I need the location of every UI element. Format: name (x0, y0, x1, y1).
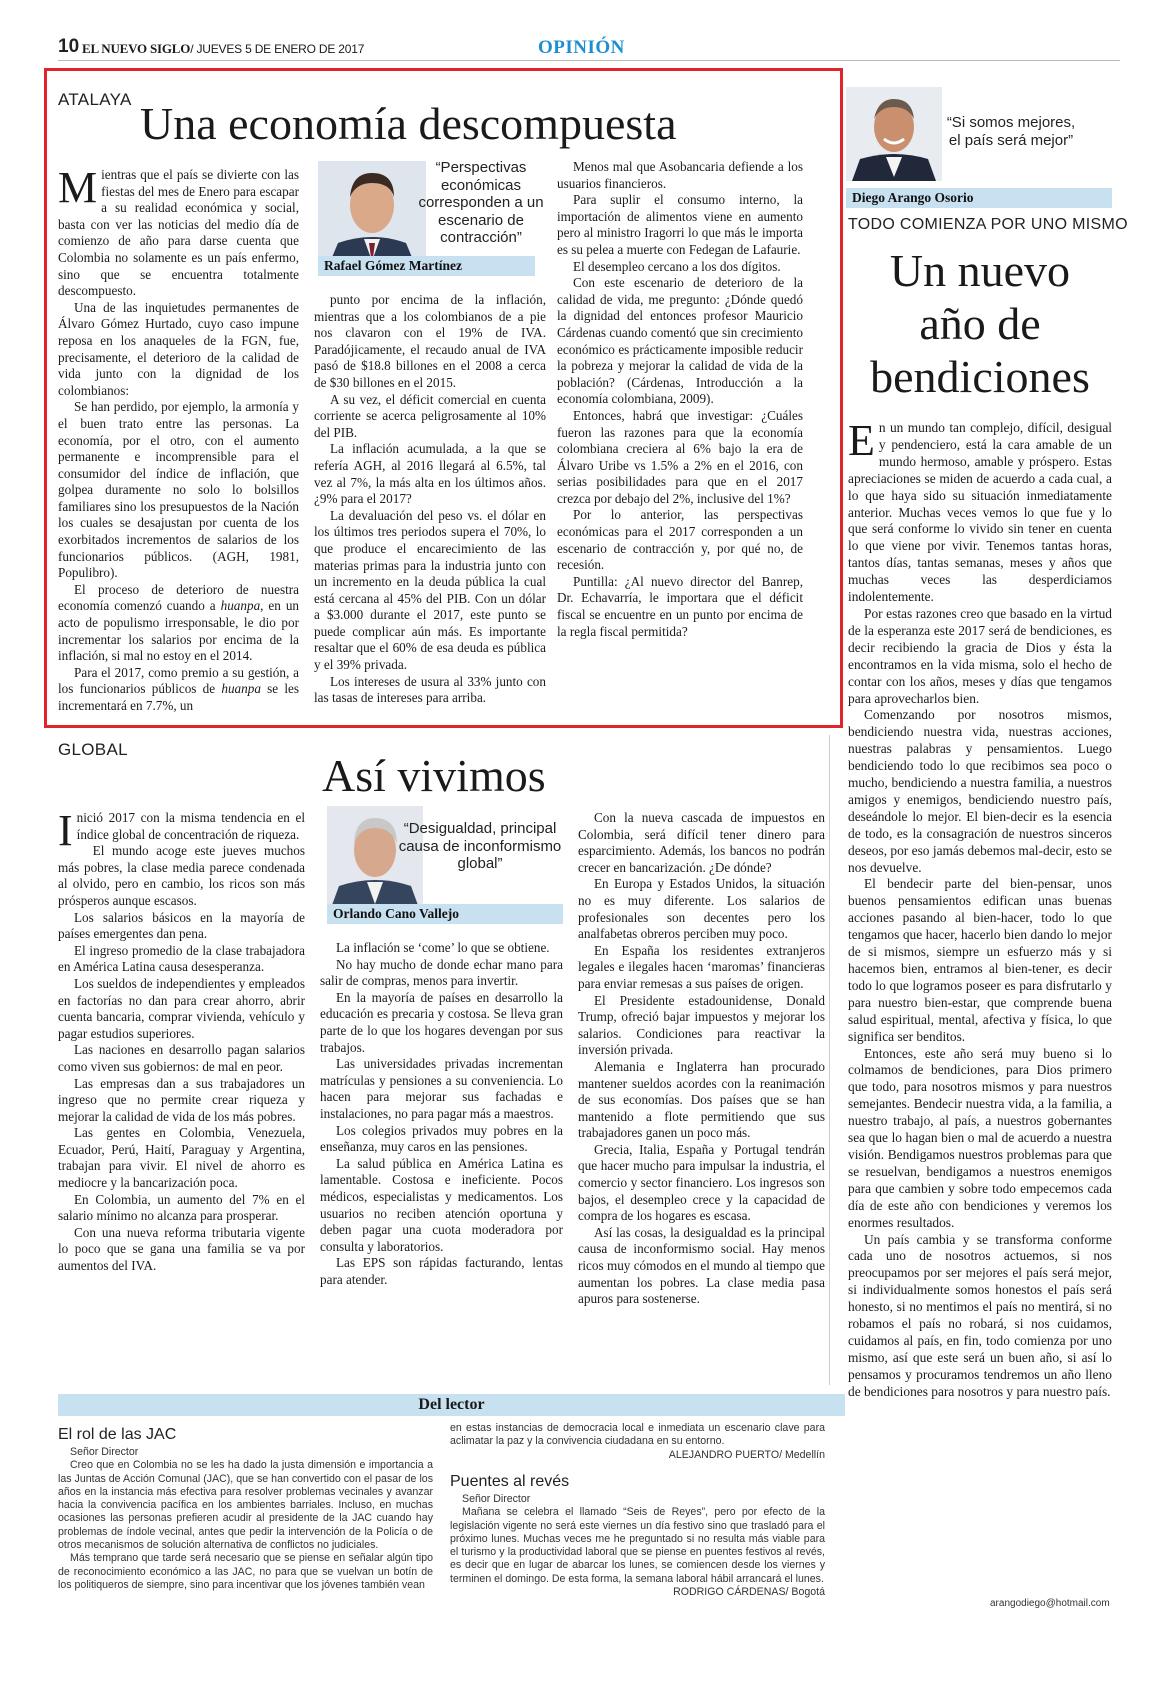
headline-line: Un nuevo (889, 245, 1071, 296)
paragraph: En Colombia, un aumento del 7% en el salario mínimo no alcanza para prosperar. (58, 1191, 305, 1224)
atalaya-column-3 (557, 159, 803, 640)
paragraph: A su vez, el déficit comercial en cuenta corriente se acerca peligrosamente al 10% del PIB. (314, 391, 546, 440)
letter-paragraph: Mañana se celebra el llamado “Seis de Reyes”, pero por efecto de la legislación vigente no será este viernes un día festivo sino que trasladó para el próximo lunes. Muchas veces me he preguntado si no resulta más viable para el turismo y la productividad laboral que se piense en puentes festivos al revés, es decir que en lugar de abarcar los lunes, se comiencen desde los viernes y terminen el domingo. De esta forma, la semana laboral hábil arrancará el lunes. (450, 1506, 825, 1585)
paragraph: punto por encima de la inflación, mientras que a los colombianos de a pie nos clavaron con el 19% de IVA. Paradójicamente, el recaudo anual de IVA pasó de $18.8 billones en el 2008 a cerca de $30 billones en el 2015. (314, 292, 546, 390)
dropcap: M (58, 163, 98, 212)
paragraph: Comenzando por nosotros mismos, bendiciendo nuestra vida, nuestras acciones, nuestras palabras y pensamientos. Luego bendiciendo todo lo que recibimos sea poco o mucho, bendiciendo a nuestra familia, a nuestros amigos y enemigos, bendiciendo nuestro país, deseándole lo mejor. El bien-decir es la esencia de todo, es la consagración de nuestros sinceros deseos, por eso jamás debemos mal-decir, esto se nos devuelve. (848, 707, 1112, 875)
headline-line: bendiciones (870, 351, 1090, 402)
letter-paragraph: Más temprano que tarde será necesario que se piense en señalar algún tipo de reconocimiento económico a las JAC, no para que se vuelvan un botín de los politiqueros de siempre, sino para incentivar que los jóvenes también vean (58, 1552, 433, 1591)
global-column-1 (58, 806, 305, 1275)
letter-paragraph: Creo que en Colombia no se les ha dado la justa dimensión e importancia a las Juntas de Acción Comunal (JAC), que se han convertido con el pasar de los años en la instancia más efectiva para resolver problemas vecinales y avanzar hacia la convivencia pacífica en los ambientes barriales. Incluso, en muchas ocasiones las personas prefieren acudir al presidente de la JAC cuando hay problemas de índole vecinal, antes que pedir la intervención de la Policía o de otros mecanismos de solución alternativa de conflictos no judiciales. (58, 1459, 433, 1552)
paragraph: Los salarios básicos en la mayoría de países emergentes dan pena. (58, 909, 305, 942)
section-title: OPINIÓN (538, 37, 625, 58)
paragraph-text: nició 2017 con la misma tendencia en el índice global de concentración de riqueza. (76, 810, 305, 842)
paragraph: Con este escenario de deterioro de la calidad de vida, me pregunto: ¿Dónde quedó la dignidad del entonces profesor Mauricio Cárdenas cuando comentó que sin crecimiento económico es prácticamente imposible reducir la pobreza y mejorar la calidad de vida de la población? (Cárdenas, Introducción a la economía colombiana, 2009). (557, 275, 803, 407)
paragraph: La salud pública en América Latina es lamentable. Costosa e ineficiente. Pocos médicos, especialistas y medicamentos. Los usuarios no reciben atención oportuna y deben pagar una cuota moderadora por consulta y laboratorios. (320, 1155, 563, 1254)
paragraph: Entonces, este año será muy bueno si lo colmamos de bendiciones, para Dios primero que todo, para nosotros mismos y para nuestros semejantes. Bendecir nuestra vida, a la familia, a nuestro trabajo, al país, a nuestros gobernantes sea que lo hagan bien o mal de acuerdo a nuestra visión. Bendigamos nuestros problemas para que se resuelvan, bendigamos a nuestros enemigos para que cambien y sobre todo empecemos cada día de este año con bendiciones y veremos los enormes resultados. (848, 1045, 1112, 1230)
letter-salutation: Señor Director (70, 1446, 139, 1458)
paragraph: Por lo anterior, las perspectivas económicas para el 2017 corresponden a un escenario de contracción y, por qué no, de recesión. (557, 507, 803, 573)
right-headline (848, 244, 1112, 403)
pull-quote: “Perspectivas económicas corresponden a un escenario de contracción” (418, 159, 544, 246)
right-kicker: TODO COMIENZA POR UNO MISMO (848, 216, 1128, 233)
letter-puentes (450, 1472, 825, 1599)
header-rule (58, 60, 1120, 61)
headline-line: año de (919, 298, 1041, 349)
letter-signature: ALEJANDRO PUERTO/ Medellín (668, 1448, 825, 1461)
newspaper-name: EL NUEVO SIGLO (82, 41, 191, 56)
global-headline: Así vivimos (322, 750, 546, 801)
paragraph: Las naciones en desarrollo pagan salarios como viven sus gobiernos: de mal en peor. (58, 1042, 305, 1074)
paragraph: Un país cambia y se transforma conforme cada uno de nosotros actuemos, si nos preocupamos por ser mejores el país será mejor, si individualmente somos honestos el país será honesto, si no mentimos el país no mentirá, si no robamos el país no robará, si nos cuidamos, cuidamos al país, en fin, todo comienza por uno mismo, así que este será un buen año, si así lo pensamos y procuramos tendremos un año lleno de bendiciones para nosotros y para nuestro país. (848, 1231, 1112, 1399)
paragraph: El proceso de deterioro de nuestra economía comenzó cuando a huanpa, en un acto de populismo irresponsable, le dio por incrementar los salarios por encima de la inflación, si mal no estoy en el 2014. (58, 581, 300, 664)
global-column-2 (320, 940, 563, 1288)
column-divider (829, 735, 830, 1385)
paragraph: Para el 2017, como premio a su gestión, a los funcionarios públicos de huanpa se les incrementará en 7.7%, un (58, 664, 299, 713)
paragraph: Alemania e Inglaterra han procurado mantener sueldos acordes con la reanimación de sus economías. Dos países que se han mantenido a flote permitiendo que sus trabajadores ganen un poco más. (578, 1058, 825, 1141)
paragraph: Los sueldos de independientes y empleados en factorías no dan para crear ahorro, abrir cuenta bancaria, comprar vivienda, vehículo y pagar estudios superiores. (58, 975, 305, 1041)
author-byline: Orlando Cano Vallejo (327, 904, 563, 924)
pull-quote: “Si somos mejores, el país será mejor” (946, 114, 1076, 149)
paragraph: El desempleo cercano a los dos dígitos. (573, 258, 781, 274)
paragraph: La devaluación del peso vs. el dólar en los últimos tres periodos supera el 70%, lo que produce el encarecimiento de las materias primas para la industria junto con un incremento en la deuda pública la cual está cercana al 45% del PIB. Con un dólar a $3.000 durante el 2017, este punto se puede complicar aún más. Es importante resaltar que el 60% de esa deuda es pública y el 39% privada. (314, 507, 546, 673)
paragraph: El Presidente estadounidense, Donald Trump, ofreció bajar impuestos y mejorar los salarios. Condiciones para reactivar la inversión privada. (578, 992, 825, 1058)
paragraph: Una de las inquietudes permanentes de Álvaro Gómez Hurtado, cuyo caso impune reposa en los anaqueles de la FGN, fue, precisamente, el deterioro de la calidad de vida junto con la dignidad de los colombianos: (58, 299, 299, 398)
author-photo (846, 87, 942, 181)
page-header (58, 38, 1118, 62)
letter-signature: RODRIGO CÁRDENAS/ Bogotá (673, 1586, 825, 1599)
letter-jac-continuation (450, 1422, 825, 1462)
paragraph: El ingreso promedio de la clase trabajadora en América Latina causa desesperanza. (58, 942, 305, 975)
paragraph-text: ientras que el país se divierte con las fiestas del mes de Enero para escapar a su realidad económica y social, basta con ver las noticias del medio día de comienzo de año para darse cuenta que Colombia no solamente es un país enfermo, sino que se encuentra totalmente descompuesto. (58, 167, 299, 299)
pull-quote: “Desigualdad, principal causa de inconformismo global” (398, 820, 562, 872)
paragraph: Puntilla: ¿Al nuevo director del Banrep, Dr. Echavarría, le importara que el déficit fiscal se encuentre en un punto por encima de la regla fiscal permitida? (557, 573, 803, 639)
atalaya-kicker: ATALAYA (58, 90, 132, 109)
letter-title: El rol de las JAC (58, 1426, 177, 1443)
paragraph-text: n un mundo tan complejo, difícil, desigual y pendenciero, está la cara amable de un mundo hermoso, amable y próspero. Estas apreciaciones se miden de acuerdo a cada cual, a lo que haya sido su situación inmediatamente anterior. Muchas veces vemos lo que fue y lo que será conforme lo vivido sin tener en cuenta lo que viene por vivir. Tenemos tantas horas, tantos días, tantas semanas, meses y años que muchas veces las desperdiciamos indolentemente. (848, 420, 1112, 605)
right-column (848, 416, 1112, 1401)
author-byline: Rafael Gómez Martínez (318, 256, 535, 276)
paragraph: En Europa y Estados Unidos, la situación no es muy diferente. Los salarios de profesionales son decentes pero los analfabetas obreros perciben muy poco. (578, 876, 825, 942)
paragraph: La inflación se ‘come’ lo que se obtiene. (336, 940, 550, 955)
paragraph: Las universidades privadas incrementan matrículas y pensiones a su conveniencia. Lo hacen para mejorar sus fachadas e instalaciones, no para pagar más a maestros. (320, 1056, 563, 1121)
atalaya-column-2 (314, 292, 546, 707)
paragraph: En España los residentes extranjeros legales e ilegales hacen ‘maromas’ financieras para enviar remesas a sus países de origen. (578, 942, 825, 991)
paragraph: Grecia, Italia, España y Portugal tendrán que hacer mucho para impulsar la industria, el comercio y sector financiero. Los ingresos son bajos, el desempleo crece y la capacidad de compra de los hogares es escasa. (578, 1141, 825, 1224)
letter-title: Puentes al revés (450, 1473, 570, 1490)
paragraph: Así las cosas, la desigualdad es la principal causa de inconformismo social. Hay menos ricos muy cómodos en el mundo al tiempo que aumentan los pobres. La clase media pasa apuros para sostenerse. (578, 1224, 825, 1307)
paragraph: Las gentes en Colombia, Venezuela, Ecuador, Perú, Haití, Paraguay y Argentina, trabajan para vivir. El nivel de ahorro es mediocre y la bancarización poca. (58, 1125, 305, 1191)
paragraph: Entonces, habrá que investigar: ¿Cuáles fueron las razones para que la economía colombiana creciera al 6% bajo la era de Álvaro Uribe vs 1.5% a 2% en el 2016, con serias posibilidades para que en el 2017 crezca por debajo del 2%, inclusive del 1%? (557, 407, 803, 506)
paragraph: La inflación acumulada, a la que se refería AGH, al 2016 llegará al 6.5%, tal vez al 7%, la más alta en los últimos años. ¿9% para el 2017? (314, 441, 546, 507)
paragraph: En la mayoría de países en desarrollo la educación es precaria y costosa. Se lleva gran parte de lo que los hogares devengan por sus trabajos. (320, 989, 563, 1055)
letter-salutation: Señor Director (462, 1493, 531, 1505)
global-kicker: GLOBAL (58, 740, 128, 759)
paragraph: Se han perdido, por ejemplo, la armonía y el buen trato entre las personas. La economía, por el otro, con el aumento permanente e incomprensible para el consumidor del índice de inflación, que golpea duramente no solo lo bolsillos familiares sino los presupuestos de la Nación los cuales se desajustan por cuenta de los exorbitados incrementos de salarios de los funcionarios públicos. (AGH, 1981, Populibro). (58, 399, 299, 581)
author-email: arangodiego@hotmail.com (990, 1598, 1110, 1609)
paragraph: Los colegios privados muy pobres en la enseñanza, muy caros en las pensiones. (320, 1122, 563, 1155)
page-number: 10 (58, 36, 80, 57)
paragraph: Las EPS son rápidas facturando, lentas para atender. (320, 1255, 563, 1287)
dropcap: E (848, 416, 875, 465)
dropcap: I (58, 806, 73, 855)
atalaya-column-1 (58, 163, 300, 715)
paragraph: No hay mucho de donde echar mano para salir de compras, menos para invertir. (320, 956, 563, 989)
paragraph: Para suplir el consumo interno, la importación de alimentos viene en aumento pero al ministro Iragorri lo que más le importa es su pelea a muerte con Fedegan de Lafaurie. (557, 192, 803, 257)
paragraph: Los intereses de usura al 33% junto con las tasas de intereses para arriba. (314, 673, 546, 706)
issue-date: / JUEVES 5 DE ENERO DE 2017 (190, 42, 365, 56)
letter-paragraph: en estas instancias de democracia local e inmediata un escenario clave para aclimatar la paz y la convivencia ciudadana en su entorno. (450, 1422, 825, 1448)
paragraph: Con una nueva reforma tributaria vigente lo poco que se gana una familia se va por aumentos del IVA. (58, 1224, 305, 1274)
paragraph: El mundo acoge este jueves muchos más pobres, la clase media parece condenada al olvido, pero en cambio, los ricos son más prósperos aunque escasos. (58, 843, 305, 908)
paragraph: Con la nueva cascada de impuestos en Colombia, será difícil tener dinero para esparcimiento. Además, los bancos no podrán crecer en bancarización. ¿De dónde? (578, 810, 825, 875)
global-column-3 (578, 810, 825, 1308)
author-byline: Diego Arango Osorio (846, 188, 1112, 208)
paragraph: Las empresas dan a sus trabajadores un ingreso que no permite crear riqueza y mejorar la calidad de vida de los más pobres. (58, 1075, 305, 1124)
letters-section-bar: Del lector (58, 1394, 845, 1416)
paragraph: El bendecir parte del bien-pensar, unos buenos pensamientos edifican unas buenas acciones pasando al bien-hacer, todo lo que tengamos que hacer, hacerlo bien dando lo mejor de si mismos, siempre un esfuerzo más y si hacemos bien, entramos al bien-tener, es decir todo lo que logramos poseer es para disfrutarlo y para nuestro bien-estar, que comprende buena salud espiritual, mental, afectiva y física, lo que significa ser benditos. (848, 876, 1112, 1044)
paragraph: Menos mal que Asobancaria defiende a los usuarios financieros. (557, 159, 803, 191)
portrait-icon (846, 87, 942, 181)
masthead (82, 41, 364, 57)
letter-jac (58, 1425, 433, 1592)
atalaya-headline: Una economía descompuesta (140, 98, 677, 149)
paragraph: Por estas razones creo que basado en la virtud de la esperanza este 2017 será de bendiciones, es decir recibiendo la gracia de Dios y ésta la encontramos en la vida misma, solo el hecho de contar con los años, meses y días que tengamos para aprovecharlos bien. (848, 605, 1112, 706)
